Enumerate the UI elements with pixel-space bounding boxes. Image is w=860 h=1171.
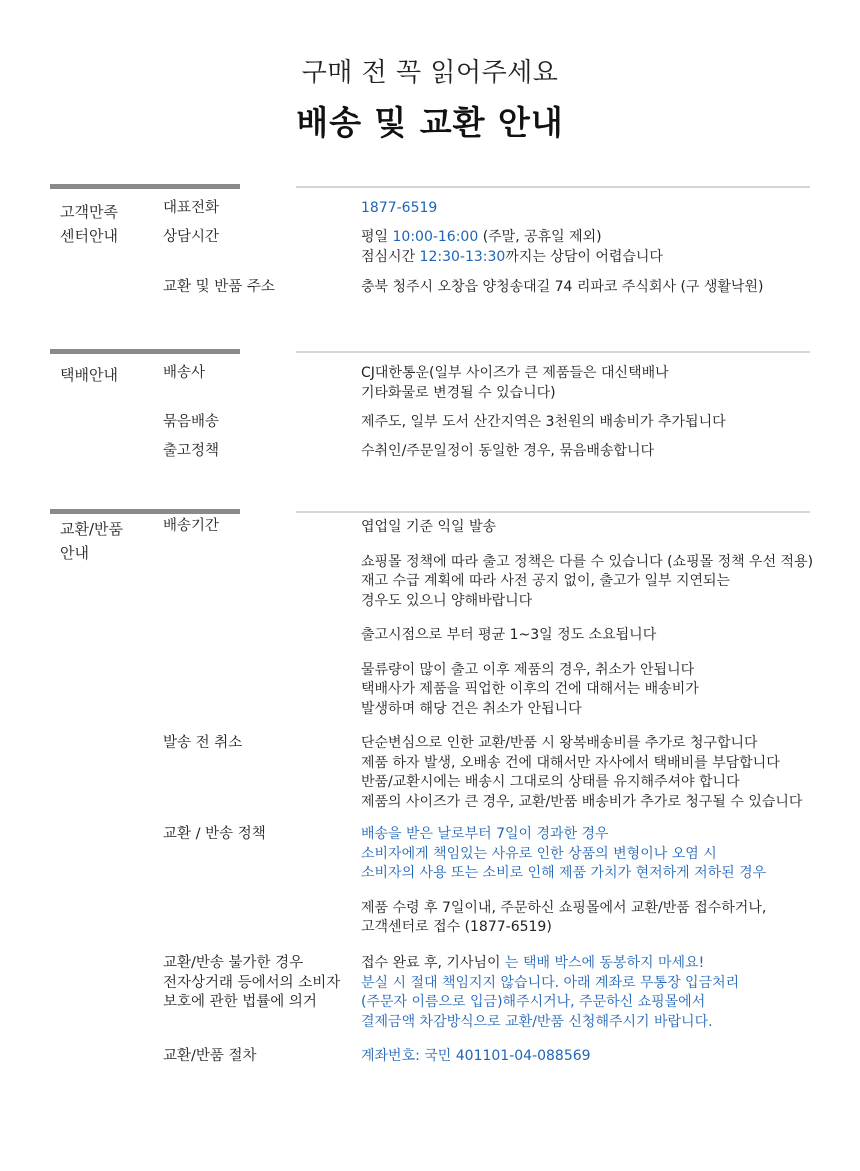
section-bar	[50, 349, 240, 354]
notallowed-label-l3: 보호에 관한 법률에 의거	[163, 994, 317, 1010]
section-divider	[296, 351, 810, 353]
return-label: 교환 / 반송 정책	[163, 826, 266, 842]
return-b1: 배송을 받은 날로부터 7일이 경과한 경우	[361, 826, 609, 842]
exchange-title-line1: 교환/반품	[60, 520, 124, 538]
notallowed-pre: 접수 완료 후, 기사님이	[361, 955, 505, 971]
hours-label: 상담시간	[163, 229, 220, 245]
cancel-value	[361, 734, 811, 812]
lunch-post: 까지는 상담이 어렵습니다	[505, 248, 663, 265]
exchange-title-line2: 안내	[60, 544, 89, 562]
phone-label: 대표전화	[163, 200, 220, 216]
carrier-label: 배송사	[163, 365, 206, 381]
carrier-line1: CJ대한통운(일부 사이즈가 큰 제품들은 대신택배나	[361, 365, 669, 381]
notallowed-label-l2: 전자상거래 등에서의 소비자	[163, 974, 341, 991]
cs-section-title	[60, 200, 118, 248]
hours-time: 10:00-16:00	[392, 229, 479, 245]
phone-value[interactable]: 1877-6519	[361, 200, 438, 216]
period-label: 배송기간	[163, 518, 220, 534]
hours-post: (주말, 공휴일 제외)	[478, 229, 602, 245]
cs-title-line2: 센터안내	[60, 227, 118, 245]
period-p4-l2: 택배사가 제품을 픽업한 이후의 건에 대해서는 배송비가	[361, 681, 699, 697]
period-p2-l1: 쇼핑몰 정책에 따라 출고 정책은 다를 수 있습니다 (쇼핑몰 정책 우선 적용)	[361, 553, 814, 570]
return-l1: 제품 수령 후 7일이내, 주문하신 쇼핑몰에서 교환/반품 접수하거나,	[361, 899, 767, 916]
lunch-time: 12:30-13:30	[419, 248, 506, 265]
notallowed-value	[361, 954, 811, 1032]
page-subtitle: 구매 전 꼭 읽어주세요	[301, 58, 559, 88]
notallowed-b1: 는 택배 박스에 동봉하지 마세요!	[504, 955, 705, 971]
notallowed-b3: (주문자 이름으로 입금)해주시거나, 주문하신 쇼핑몰에서	[361, 994, 706, 1010]
exchange-section-title	[60, 517, 123, 565]
cancel-l3: 반품/교환시에는 배송시 그대로의 상태를 유지해주셔야 합니다	[361, 774, 740, 790]
return-l2: 고객센터로 접수 (1877-6519)	[361, 919, 552, 935]
return-value	[361, 825, 811, 938]
hours-pre: 평일	[361, 229, 393, 245]
bundle-label: 묶음배송	[163, 414, 220, 430]
notallowed-label-l1: 교환/반송 불가한 경우	[163, 955, 304, 971]
period-p4-l1: 물류량이 많이 출고 이후 제품의 경우, 취소가 안됩니다	[361, 661, 695, 678]
period-p4-l3: 발생하며 해당 건은 취소가 안됩니다	[361, 700, 582, 717]
cancel-l1: 단순변심으로 인한 교환/반품 시 왕복배송비를 추가로 청구합니다	[361, 735, 758, 751]
cancel-l4: 제품의 사이즈가 큰 경우, 교환/반품 배송비가 추가로 청구될 수 있습니다	[361, 793, 803, 810]
account-number[interactable]: 계좌번호: 국민 401101-04-088569	[361, 1048, 591, 1064]
cancel-label: 발송 전 취소	[163, 735, 243, 751]
cs-title-line1: 고객만족	[60, 203, 118, 221]
period-p1: 엽업일 기준 익일 발송	[361, 519, 497, 535]
notallowed-b4: 결제금액 차감방식으로 교환/반품 신청해주시기 바랍니다.	[361, 1013, 713, 1030]
notallowed-b2: 분실 시 절대 책임지지 않습니다. 아래 계좌로 무통장 입금처리	[361, 974, 740, 991]
return-b3: 소비자의 사용 또는 소비로 인해 제품 가치가 현저하게 저하된 경우	[361, 865, 767, 881]
section-bar	[50, 509, 240, 514]
bundle-value: 제주도, 일부 도서 산간지역은 3천원의 배송비가 추가됩니다	[361, 414, 726, 430]
hours-value	[361, 228, 811, 267]
period-p2-l2: 재고 수급 계획에 따라 사전 공지 없이, 출고가 일부 지연되는	[361, 573, 731, 589]
page-title: 배송 및 교환 안내	[296, 103, 564, 142]
notallowed-label	[163, 954, 353, 1013]
policy-value: 수취인/주문일정이 동일한 경우, 묶음배송합니다	[361, 443, 654, 459]
section-divider	[296, 186, 810, 188]
cancel-l2: 제품 하자 발생, 오배송 건에 대해서만 자사에서 택배비를 부담합니다	[361, 754, 780, 771]
period-p3: 출고시점으로 부터 평균 1~3일 정도 소요됩니다	[361, 627, 657, 643]
address-label: 교환 및 반품 주소	[163, 279, 275, 295]
section-divider	[296, 511, 810, 513]
section-bar	[50, 184, 240, 189]
period-p2-l3: 경우도 있으니 양해바랍니다	[361, 592, 533, 609]
address-value: 충북 청주시 오창읍 양청송대길 74 리파코 주식회사 (구 생활낙원)	[361, 279, 764, 295]
delivery-section-title: 택배안내	[60, 366, 118, 384]
policy-label: 출고정책	[163, 443, 220, 459]
lunch-pre: 점심시간	[361, 248, 420, 265]
carrier-value	[361, 364, 811, 403]
period-value	[361, 518, 814, 719]
carrier-line2: 기타화물로 변경될 수 있습니다)	[361, 384, 556, 401]
procedure-label: 교환/반품 절차	[163, 1048, 257, 1064]
return-b2: 소비자에게 책임있는 사유로 인한 상품의 변형이나 오염 시	[361, 845, 717, 862]
